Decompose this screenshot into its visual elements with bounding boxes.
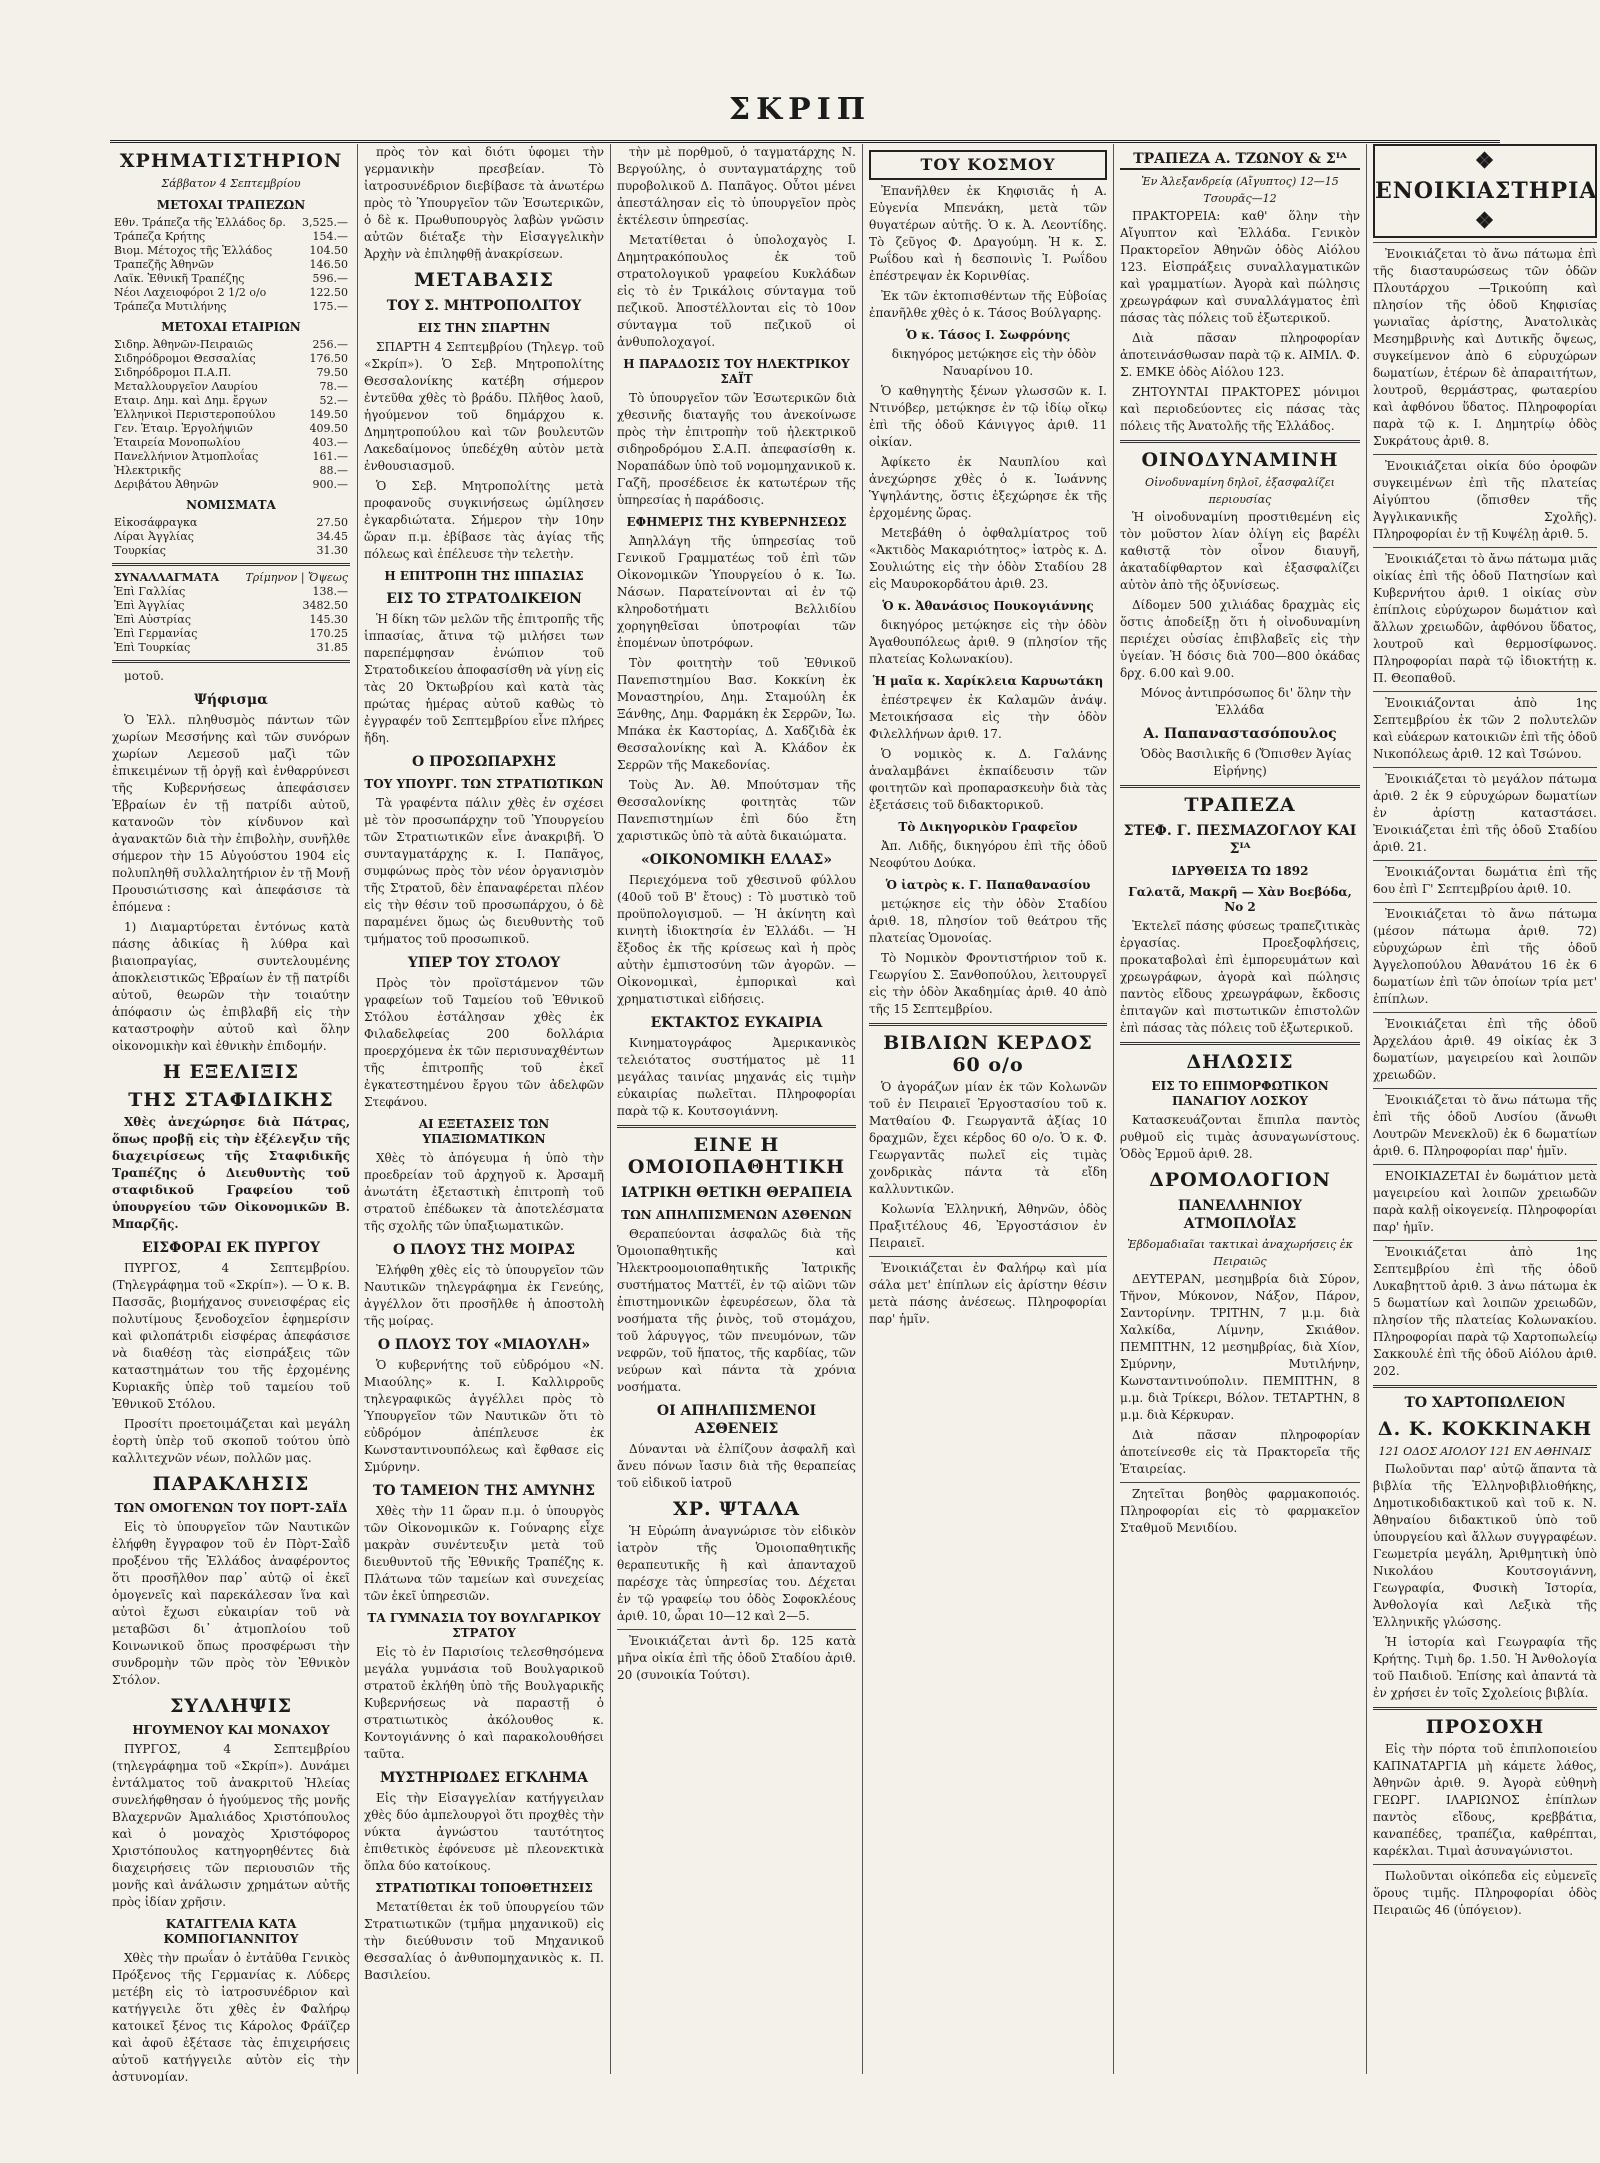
article-heading: ΥΠΕΡ ΤΟΥ ΣΤΟΛΟΥ (407, 955, 561, 971)
divider (1120, 785, 1360, 788)
article-text: Μετατίθεται ἐκ τοῦ ὑπουργείου τῶν Στρατιωτικῶν (τμῆμα μηχανικοῦ) εἰς τὴν διεύθυνσιν τοῦ Μηχανικοῦ Θεσσαλίας ὁ ἀνθυπομηχανικὸς κ. Π. Βασιλείου. (364, 1900, 604, 1982)
article-heading: ΕΚΤΑΚΤΟΣ ΕΥΚΑΙΡΙΑ (650, 1015, 823, 1031)
article-text: δικηγόρος μετῴκησε εἰς τὴν ὁδὸν Ἀγαθουπόλεως ἀριθ. 9 (πλησίον τῆς πλατείας Κολωνακίου). (869, 618, 1107, 666)
ad-text: Ζητεῖται βοηθὸς φαρμακοποιός. Πληροφορίαι εἰς τὸ φαρμακεῖον Σταθμοῦ Μενιδίου. (1120, 1487, 1360, 1535)
ad-text: ΔΕΥΤΕΡΑΝ, μεσημβρία διὰ Σύρον, Τῆνον, Μύκονον, Νάξον, Πάρον, Σαντορίνην. ΤΡΙΤΗΝ, 7 μ.μ. διὰ Χαλκίδα, Λίμνην, Σκιάθον. ΠΕΜΠΤΗΝ, 12 μεσημβρίας, διὰ Χίον, Σμύρνην, Μυτιλήνην, Κωνσταντινούπολιν. ΠΕΜΠΤΗΝ, 8 μ.μ. διὰ Τρίκερι, Βόλον. ΤΕΤΑΡΤΗΝ, 8 μ.μ. διὰ Κέρκυραν. (1120, 1272, 1360, 1422)
article-text: ΠΥΡΓΟΣ, 4 Σεπτεμβρίου (τηλεγράφημα τοῦ «Σκρίπ»). Δυνάμει ἐντάλματος τοῦ ἀνακριτοῦ Ἠλείας συνελήφθησαν ὁ ἡγούμενος τῆς μονῆς Βλαχερνῶν Ἀμαλιάδος Χριστόπουλος καὶ ὁ μοναχὸς Χριστόφορος Χριστόπουλος κατηγορηθέντες διὰ διαχειρήσεις τῶν περιουσιῶν τῆς μονῆς καὶ ἀνάλωσιν χρημάτων αὐτῆς πρὸς ἰδίαν χρῆσιν. (112, 1742, 350, 1909)
column-divider (610, 144, 611, 2074)
article-text: Τοὺς Ἀν. Ἀθ. Μπούτσμαν τῆς Θεσσαλονίκης φοιτητὰς τῶν Πανεπιστημίων ἐπὶ δύο ἔτη χαριστικῶς ὑπὸ τὰ αὐτὰ δικαιώματα. (617, 778, 856, 843)
column-1 (112, 144, 350, 2084)
ad-text: Ἡ Εὐρώπη ἀναγνώρισε τὸν εἰδικὸν ἰατρὸν τῆς Ὁμοιοπαθητικῆς θεραπευτικῆς ἣ καὶ ἀπανταχοῦ παρέσχε τὰς ὑπηρεσίας του. Δέχεται ἐν τῷ γραφείῳ του ὁδὸς Σοφοκλέους ἀριθ. 10, ὧραι 10—12 καὶ 2—5. (617, 1524, 856, 1623)
table-row: Σιδηρόδρομοι Π.Α.Π. 79.50 (114, 366, 348, 379)
article-text: Χθὲς τὸ ἀπόγευμα ἡ ὑπὸ τὴν προεδρείαν τοῦ ἀρχηγοῦ κ. Ἀρσαμῆ ἀνωτάτη ἐξεταστικὴ ἐπιτροπὴ τοῦ στρατοῦ ἐπέδωκεν τὰ ἀποτελέσματα τῆς σχολῆς τῶν ὑπαξιωματικῶν. (364, 1151, 604, 1233)
table-row: Εταιρ. Δημ. καὶ Δημ. ἔργων 52.— (114, 394, 348, 407)
ad-text: Δίδομεν 500 χιλιάδας δραχμὰς εἰς ὅστις ἀποδείξῃ ὅτι ἡ οἰνοδυναμίνη περιέχει οὐσίας ἐπιβλαβεῖς εἰς τὴν ὑγείαν. Ἡ δόσις διὰ 700—800 ὀκάδας δρχ. 6.00 καὶ 9.00. (1120, 598, 1360, 680)
article-heading: Ὁ κ. Τάσος Ι. Σωφρόνης (905, 328, 1071, 342)
exchange-title: ΧΡΗΜΑΤΙΣΤΗΡΙΟΝ (119, 150, 343, 172)
article-heading: ΕΙΣ ΤΟ ΣΤΡΑΤΟΔΙΚΕΙΟΝ (386, 591, 582, 607)
divider (869, 1023, 1107, 1026)
article-text: Ἀπ. Λιδῆς, δικηγόρου ἐπὶ τῆς ὁδοῦ Νεοφύτου Δούκα. (869, 839, 1107, 870)
table-row: Σιδηρ. Ἀθηνῶν-Πειραιῶς 256.— (114, 338, 348, 351)
ad-text: Μόνος ἀντιπρόσωπος δι' ὅλην τὴν Ἑλλάδα (1140, 686, 1352, 717)
article-text: μετῴκησε εἰς τὴν ὁδὸν Σταδίου ἀριθ. 18, πλησίον τοῦ θεάτρου τῆς πλατείας Ὁμονοίας. (869, 897, 1107, 945)
ad-text: Ἡ ἱστορία καὶ Γεωγραφία τῆς Κρήτης. Τιμὴ δρ. 1.50. Ἡ Ἀνθολογία τοῦ Παιδιοῦ. Ἐπίσης καὶ ἀπαντά τὰ ἐν χρήσει ἐν τοῖς Σχολείοις βιβλία. (1373, 1635, 1597, 1700)
article-text: δικηγόρος μετῴκησε εἰς τὴν ὁδὸν Ναυαρίνου 10. (891, 347, 1097, 378)
column-2 (364, 144, 604, 2074)
ad-text: Πωλοῦνται παρ' αὐτῷ ἅπαντα τὰ βιβλία τῆς Ἑλληνοβιβλιοθήκης, Δημοτικοδιδακτικοῦ καὶ τοῦ κ. Ν. Ἀθηναίου διδακτικοῦ ὑπὸ τοῦ ὑπουργείου καὶ ἄλλων συγγραφέων. Γεωμετρία μεγάλη, Ἀριθμητικὴ ὑπὸ Νικολάου Κουτσογιάννη, Γεωγραφία, Φυσικὴ Ἱστορία, Ἀνθολογία καὶ Λεξικὰ τῆς Ἑλληνικῆς γλώσσης. (1373, 1462, 1597, 1629)
classified-ad (869, 1256, 1107, 1328)
ad-text: Διὰ πᾶσαν πληροφορίαν ἀποτεινάσθωσαν παρὰ τῷ κ. ΑΙΜΙΛ. Φ. Σ. ΕΜΚΕ ὁδὸς Αἰόλου 123. (1120, 331, 1360, 379)
ad-heading: ΟΙ ΑΠΗΛΠΙΣΜΕΝΟΙ ΑΣΘΕΝΕΙΣ (656, 1403, 817, 1437)
exchange-date: Σάββατον 4 Σεπτεμβρίου (161, 177, 301, 190)
divider (617, 1125, 856, 1128)
article-heading: «ΟΙΚΟΝΟΜΙΚΗ ΕΛΛΑΣ» (640, 852, 833, 868)
article-text: μοτοῦ. (124, 669, 164, 683)
article-heading: ΕΙΣ ΤΗΝ ΣΠΑΡΤΗΝ (417, 321, 551, 335)
ad-heading: ΤΡΑΠΕΖΑ (1184, 794, 1296, 816)
ad-text: ΖΗΤΟΥΝΤΑΙ ΠΡΑΚΤΟΡΕΣ μόνιμοι καὶ περιοδεύοντες εἰς πάσας τὰς πόλεις τῆς Ἀνατολῆς τῆς Ἑλλάδος. (1120, 385, 1360, 433)
table-header-row: ΣΥΝΑΛΛΑΓΜΑΤΑ Τρίμηνον | Ὄψεως (114, 571, 348, 584)
column-divider (1366, 144, 1367, 2074)
banks-table (112, 216, 350, 314)
fx-table (112, 571, 350, 655)
column-4 (869, 144, 1107, 2074)
article-text: 1) Διαμαρτύρεται ἐντόνως κατὰ πάσης ἀδικίας ἢ λύθρα καὶ βιαιοπραγίας, συντελουμένης ἀποκλειστικῶς Ἑβραίων ἐν τῇ πατρίδι αὐτοῦ, θεωρῶν τὴν τοιαύτην ἀπόφασιν ὡς ἐπιβλαβῆ εἰς τὴν καταστροφὴν αὐτοῦ καὶ ὅλην οἰκονομικὴν καὶ ἐθνικὴν ἐπιδομήν. (112, 920, 350, 1053)
coins-table (112, 516, 350, 558)
ad-text: Δύνανται νὰ ἐλπίζουν ἀσφαλῆ καὶ ἄνευ πόνων ἴασιν διὰ τῆς θεραπείας τοῦ εἰδικοῦ ἰατροῦ (617, 1442, 856, 1490)
table-row: Ἑλληνικοὶ Περιστεροπούλου 149.50 (114, 408, 348, 421)
table-row: Βιομ. Μέτοχος τῆς Ἑλλάδος 104.50 (114, 244, 348, 257)
article-heading: ΜΕΤΑΒΑΣΙΣ (414, 269, 554, 291)
ad-heading: ΕΙΣ ΤΟ ΕΠΙΜΟΡΦΩΤΙΚΟΝ ΠΑΝΑΓΙΟΥ ΛΟΣΚΟΥ (1151, 1079, 1329, 1108)
section-heading: ΤΟΥ ΚΟΣΜΟΥ (869, 150, 1107, 180)
article-text: Ὁ καθηγητὴς ξένων γλωσσῶν κ. Ι. Ντινόβερ, μετῴκησε ἐν τῷ ἰδίῳ οἴκῳ ἐπὶ τῆς ὁδοῦ Κάνιγγος ἀριθ. 11 οἰκίαν. (869, 384, 1107, 449)
classified-ad: Ἐνοικιάζονται ἀπὸ 1ης Σεπτεμβρίου ἐκ τῶν 2 πολυτελῶν καὶ εὐάερων κατοικιῶν ἐπὶ τῆς ὁδοῦ Νικοπόλεως ἀριθ. 12 καὶ Τσώνου. (1373, 691, 1597, 763)
divider (112, 563, 350, 566)
classified-ad: Ἐνοικιάζεται τὸ ἄνω πάτωμα (μέσον πάτωμα ἀριθ. 72) εὐρυχώρων ἐπὶ τῆς ὁδοῦ Ἀγγελοπούλου Ἀθανάτου 16 ἐκ 6 δωματίων ἐπὶ τῶν ὁποίων τρία μετ' ἐπίπλων. (1373, 902, 1597, 1008)
article-heading: ΑΙ ΕΞΕΤΑΣΕΙΣ ΤΩΝ ΥΠΑΞΙΩΜΑΤΙΚΩΝ (418, 1117, 550, 1146)
ad-text: Ὁδὸς Βασιλικῆς 6 (Ὄπισθεν Ἁγίας Εἰρήνης) (1140, 747, 1352, 778)
article-heading: Ο ΠΡΟΣΩΠΑΡΧΗΣ (412, 754, 556, 770)
article-text: Ὁ κυβερνήτης τοῦ εὐδρόμου «Ν. Μιαούλης» κ. Ι. Καλλιρροῦς τηλεγραφικῶς ἀγγέλλει πρὸς τὸ Ὑπουργεῖον τῶν Ναυτικῶν ὅτι τὸ εὐδρόμον ἀπέπλευσε ἐκ Κωνσταντινουπόλεως καὶ ἔφθασε εἰς Σμύρνην. (364, 1358, 604, 1474)
article-text: Κινηματογράφος Ἀμερικανικὸς τελειότατος συστήματος μὲ 11 μεγάλας ταινίας μηχανάς εἰς τιμὴν εὐκαιρίας πωλεῖται. Πληροφορίαι παρὰ τῷ κ. Κουτσογιάννη. (617, 1036, 856, 1118)
article-text: Τὰ γραφέντα πάλιν χθὲς ἐν σχέσει μὲ τὸν προσωπάρχην τοῦ Ὑπουργείου τῶν Στρατιωτικῶν εἶνε ἀνακριβῆ. Ὁ συνταγματάρχης κ. Ι. Παπᾶγος, συμφώνως πρὸς τὸν νέον ὀργανισμὸν τῆς Στρατοῦ, δὲν ἐπαναφέρεται πλέον εἰς τὴν θέσιν τοῦ προσωπάρχου, ὁ δὲ παραμένει ὅμως ὡς διευθυντὴς τοῦ τμήματος τοῦ προσωπικοῦ. (364, 796, 604, 946)
ad-text: Ἐκτελεῖ πάσης φύσεως τραπεζιτικὰς ἐργασίας. Προεξοφλήσεις, προκαταβολαὶ ἐπὶ ἐμπορευμάτων καὶ χρεωγράφων, ἀγορὰ καὶ πώλησις παντὸς εἴδους χρεωγράφων, ἔκδοσις ἐπιταγῶν καὶ πιστωτικῶν ἐπιστολῶν ἐπὶ πάσας τὰς πόλεις τοῦ ἐξωτερικοῦ. (1120, 919, 1360, 1035)
article-heading: Η ΕΞΕΛΙΞΙΣ (162, 1061, 300, 1083)
article-heading: Ἡ μαῖα κ. Χαρίκλεια Καρυωτάκη (872, 674, 1104, 688)
table-row: Γεν. Ἑταιρ. Ἐργολήψιῶν 409.50 (114, 422, 348, 435)
ad-heading: ΒΙΒΛΙΩΝ ΚΕΡΔΟΣ 60 ο/ο (883, 1032, 1093, 1076)
newspaper-title: ΣΚΡΙΠ (728, 92, 872, 127)
table-row: Λίραι Ἀγγλίας 34.45 (114, 530, 348, 543)
ad-heading: ΕΙΝΕ Η ΟΜΟΙΟΠΑΘΗΤΙΚΗ (627, 1134, 846, 1178)
banks-title: ΜΕΤΟΧΑΙ ΤΡΑΠΕΖΩΝ (156, 198, 306, 212)
table-row: Ἐπὶ Αὐστρίας 145.30 (114, 613, 348, 626)
table-row: Ἑταιρεία Μονοπωλίου 403.— (114, 436, 348, 449)
table-row: Τράπεζα Κρήτης 154.— (114, 230, 348, 243)
article-text: Εἰς τὸ ἐν Παρισίοις τελεσθησόμενα μεγάλα γυμνάσια τοῦ Βουλγαρικοῦ στρατοῦ ἐκλήθη ὑπὸ τῆς Βουλγαρικῆς Κυβερνήσεως νὰ παραστῇ ὁ στρατιωτικὸς ἀκόλουθος κ. Κοντογιάννης ὁ καὶ παρακολουθήσει ταῦτα. (364, 1645, 604, 1761)
classified-ad: Ἐνοικιάζεται ἀπὸ 1ης Σεπτεμβρίου ἐπὶ τῆς ὁδοῦ Λυκαβηττοῦ ἀριθ. 3 ἀνω πάτωμα ἐκ 5 δωματίων καὶ λοιπῶν χρειωδῶν, πλησίον τῆς πλατείας Κολωνακίου. Πληροφορίαι παρὰ τῷ Χαρτοπωλείῳ Σακκουλέ ἐπὶ τῆς ὁδοῦ Αἰόλου ἀριθ. 202. (1373, 1240, 1597, 1380)
ad-heading: ΤΟ ΧΑΡΤΟΠΩΛΕΙΟΝ (1404, 1395, 1566, 1411)
article-heading: ΤΟΥ ΥΠΟΥΡΓ. ΤΩΝ ΣΤΡΑΤΙΩΤΙΚΩΝ (364, 777, 604, 791)
ad-subtitle: Ἐβδομαδιαῖαι τακτικαὶ ἀναχωρήσεις ἐκ Πειραιῶς (1127, 1238, 1353, 1268)
ad-heading: ΔΗΛΩΣΙΣ (1186, 1051, 1294, 1073)
article-text: Περιεχόμενα τοῦ χθεσινοῦ φύλλου (40οῦ τοῦ Β' ἔτους) : Τὸ μυστικὸ τοῦ προϋπολογισμοῦ. — Ἡ ἀκίνητη καὶ κινητὴ ἰδιοκτησία ἐν Ἑλλάδι. — Ἡ ἔξοδος ἐκ τῆς κρίσεως καὶ ἡ πρὸς αὐτὴν ἐμπιστοσύνη τῶν ἀγορῶν. — Οἰκονομικαὶ, ἐμπορικαὶ καὶ χρηματιστικαὶ εἰδήσεις. (617, 873, 856, 1006)
article-text: Ἐλήφθη χθὲς εἰς τὸ ὑπουργεῖον τῶν Ναυτικῶν τηλεγράφημα ἐκ Γενεύης, ἀγγέλλον ὅτι προσῆλθε ἡ ἀποστολὴ τῆς μοίρας. (364, 1263, 604, 1328)
ad-heading: ΤΩΝ ΑΠΗΛΠΙΣΜΕΝΩΝ ΑΣΘΕΝΩΝ (621, 1208, 852, 1222)
article-heading: ΤΟΥ Σ. ΜΗΤΡΟΠΟΛΙΤΟΥ (386, 298, 582, 314)
article-text: Χθὲς ἀνεχώρησε διὰ Πάτρας, ὅπως προβῇ εἰς τὴν ἐξέλεγξιν τῆς διαχειρίσεως τῆς Σταφιδικῆς Τραπέζης ὁ Διευθυντὴς τοῦ σταφιδικοῦ Γραφείου τοῦ ὑπουργείου τῶν Οἰκονομικῶν Β. Μπαρζῆς. (112, 1115, 350, 1231)
article-text: Ἀφίκετο ἐκ Ναυπλίου καὶ ἀνεχώρησε χθὲς ὁ κ. Ἰωάννης Ὑψηλάντης, ὅστις ἐξεχώρησε ἐκ τῆς ἐρχομένης ὥρας. (869, 455, 1107, 520)
article-heading: Ο ΠΛΟΥΣ ΤΗΣ ΜΟΙΡΑΣ (392, 1242, 576, 1258)
companies-table (112, 338, 350, 492)
article-heading: ΕΦΗΜΕΡΙΣ ΤΗΣ ΚΥΒΕΡΝΗΣΕΩΣ (626, 515, 847, 529)
section-heading (1373, 144, 1597, 238)
ornament-icon: ❖ (1474, 208, 1496, 234)
article-text: Χθὲς τὴν 11 ὥραν π.μ. ὁ ὑπουργὸς τῶν Οἰκονομικῶν κ. Γούναρης εἶχε μακρὰν συνέντευξιν μετὰ τοῦ διευθυντοῦ τῆς Ἐθνικῆς Τραπέζης κ. Πλάτωνα τῶν ταμείων καὶ συνεχείας τῶν ἐκεῖ ὑπηρεσιῶν. (364, 1504, 604, 1603)
article-text: Ὁ νομικὸς κ. Δ. Γαλάνης ἀναλαμβάνει ἐκπαίδευσιν τῶν φοιτητῶν καὶ προπαρασκευὴν διὰ τὰς ἐξετάσεις τοῦ διδακτορικοῦ. (869, 747, 1107, 812)
table-row: Ἐπὶ Γερμανίας 170.25 (114, 627, 348, 640)
article-text: Μετατίθεται ὁ ὑπολοχαγὸς Ι. Δημητρακόπουλος ἐκ τοῦ στρατολογικοῦ γραφείου Κυκλάδων εἰς τὸ ἐν Τρικάλοις σύνταγμα τοῦ πεζικοῦ. Ἀποστέλλονται εἰς τὸ 10ον σύνταγμα τοῦ πεζικοῦ οἱ ἀνθυπολοχαγοί. (617, 233, 856, 349)
article-heading: ΚΑΤΑΓΓΕΛΙΑ ΚΑΤΑ ΚΟΜΠΟΓΙΑΝΝΙΤΟΥ (163, 1917, 299, 1946)
table-row: Πανελλήνιον Ἀτμοπλοΐας 161.— (114, 450, 348, 463)
article-text: Ὁ Ἐλλ. πληθυσμὸς πάντων τῶν χωρίων Μεσσήνης καὶ τῶν συνόρων χωρίων Λεμεσοῦ μαζὶ τῶν ἐπικειμένων τῇ ὀργῇ καὶ ἐνθαρρύνεσι τῆς Κυβερνήσεως ἀπεφάσισεν Ἑβραίων ἐν τῇ πατρίδι αὐτοῦ, κατανοῶν τὸν κίνδυνον καὶ ἀγανακτῶν διὰ τὴν ἐπιβολὴν, συνῆλθε σήμερον τὴν 15 Αὐγούστου 1904 εἰς πολυπληθῆ συλλαλητήριον ἐν τῇ Μονῇ Προυσιώτισσης καὶ ἀπεφάσισε τὰ ἑπόμενα : (112, 713, 350, 914)
ad-heading: ΟΙΝΟΔΥΝΑΜΙΝΗ (1141, 449, 1339, 471)
ad-text: Ἡ οἰνοδυναμίνη προστιθεμένη εἰς τὸν μοῦστον λίαν ὀλίγη εἰς βαρέλι καθιστᾷ τὸν οἶνον διαυγῆ, ἀκαταδίφθαρτον καὶ ἐξασφαλίζει αὐτὸν ἀπὸ τῆς ὀξυνίσεως. (1120, 510, 1360, 592)
ad-heading: ΙΔΡΥΘΕΙΣΑ ΤΩ 1892 (1171, 864, 1309, 878)
table-row: Εθν. Τράπεζα τῆς Ἑλλάδος δρ. 3,525.— (114, 216, 348, 229)
article-heading: ΜΥΣΤΗΡΙΩΔΕΣ ΕΓΚΛΗΜΑ (379, 1770, 589, 1786)
article-text: Χθὲς τὴν πρωΐαν ὁ ἐντἀῦθα Γενικὸς Πρόξενος τῆς Γερμανίας κ. Λύδερς μετέβη εἰς τὸ ἰατροσυνέδριον καὶ κατήγγειλε ὅτι χθὲς ἐν Φαλήρῳ κατοικεῖ ξένος τις Κάρολος Φράϊζερ καὶ ἀφοῦ ἐξέτασε τὰς ἐπιχειρήσεις αὐτοῦ κατήγγειλε αὐτὸν εἰς τὴν ἀστυνομίαν. (112, 1951, 350, 2084)
article-heading: Η ΠΑΡΑΔΟΣΙΣ ΤΟΥ ΗΛΕΚΤΡΙΚΟΥ ΣΑΪΤ (623, 357, 850, 386)
ad-text: Κολωνία Ἑλληνική, Ἀθηνῶν, ὁδὸς Πραξιτέλους 46, Ἐργοστάσιον ἐν Πειραιεῖ. (869, 1202, 1107, 1250)
ornament-icon: ❖ (1474, 148, 1496, 174)
table-row: Δεριβάτου Ἀθηνῶν 900.— (114, 478, 348, 491)
column-divider (1113, 144, 1114, 2074)
table-row: Ἐπὶ Γαλλίας 138.— (114, 585, 348, 598)
table-row: Λαϊκ. Ἐθνικῆ Τραπέζης 596.— (114, 272, 348, 285)
classified-ad: Ἐνοικιάζονται δωμάτια ἐπὶ τῆς 6ου ἐπὶ Γ' Σεπτεμβρίου ἀριθ. 10. (1373, 860, 1597, 898)
ad-text: Κατασκευάζονται ἔπιπλα παντὸς ρυθμοῦ εἰς τιμὰς ἀσυναγωνίστους. Ὁδὸς Ἐρμοῦ ἀριθ. 28. (1120, 1113, 1360, 1161)
ad-heading: ΣΤΕΦ. Γ. ΠΕΣΜΑΖΟΓΛΟΥ ΚΑΙ Σᴵᴬ (1123, 823, 1357, 857)
classified-ad: Ἐνοικιάζεται τὸ μεγάλον πάτωμα ἀριθ. 2 ἐκ 9 εὐρυχώρων δωματίων ἐν ἀρίστῃ καταστάσει. Ἐνοικιάζεται ἐπὶ τῆς ὁδοῦ Σταδίου ἀριθ. 21. (1373, 767, 1597, 856)
classifieds-title: ΕΝΟΙΚΙΑΣΤΗΡΙΑ (1375, 178, 1598, 204)
coins-title: ΝΟΜΙΣΜΑΤΑ (186, 498, 276, 512)
article-text: Μετεβάθη ὁ ὀφθαλμίατρος τοῦ «Ἀκτιδὸς Μακαριότητος» ἰατρὸς κ. Δ. Σουλιώτης εἰς τὴν ὁδὸν Σταδίου 28 εἰς Μαυροκορδάτου ἀριθ. 23. (869, 526, 1107, 591)
ad-heading: Γαλατᾶ, Μακρῆ — Χὰν Βοεβόδα, Νο 2 (1128, 885, 1352, 914)
ad-heading: ΔΡΟΜΟΛΟΓΙΟΝ (1149, 1169, 1331, 1191)
article-text: Ἐκ τῶν ἐκτοπισθέντων τῆς Εὐβοίας ἐπανῆλθε χθὲς ὁ κ. Τάσος Βούλγαρης. (869, 289, 1107, 320)
ad-subtitle: 121 ΟΔΟΣ ΑΙΟΛΟΥ 121 ΕΝ ΑΘΗΝΑΙΣ (1378, 1445, 1592, 1458)
ad-heading: ΠΡΟΣΟΧΗ (1425, 1716, 1545, 1738)
article-text: Ὁ Σεβ. Μητροπολίτης μετὰ προφανοῦς συγκινήσεως ὡμίλησεν ἐγκαρδιώτατα. Σήμερον τὴν 10ην ὥραν π.μ. ἐβίβασε τὰς ἁγίας τῆς πόλεως καὶ ἐπέλευσε τὴν τελετὴν. (364, 479, 604, 561)
article-text: Εἰς τὸ ὑπουργεῖον τῶν Ναυτικῶν ἐλήφθη ἔγγραφον τοῦ ἐν Πὸρτ-Σαῒδ προξένου τῆς Ἑλλάδος ἀναφέροντος ὅτι προσῆλθον παρ᾽ αὐτῷ οἱ ἐκεῖ ὁμογενεῖς καὶ παρεκάλεσαν ἵνα καὶ αὐτοὶ ἔχωσι εὐκαιρίαν τοῦ νὰ μεταβῶσι δι᾽ ἀτμοπλοίου τοῦ Κοινωνικοῦ ὅπως προσφέρωσι τὴν συνδρομὴν τῶν πρὸς τὸν Ἐθνικὸν Στόλον. (112, 1520, 350, 1687)
table-row: Νέοι Λαχειοφόροι 2 1/2 ο/ο 122.50 (114, 286, 348, 299)
article-heading: ΠΑΡΑΚΛΗΣΙΣ (152, 1473, 310, 1495)
ad-heading: ΤΡΑΠΕΖΑ Α. ΤΖΩΝΟΥ & Σᴵᴬ (1120, 150, 1360, 170)
classified-ad: Ἐνοικιάζεται ἐπὶ τῆς ὁδοῦ Ἀρχελάου ἀριθ. 49 οἰκίας ἐκ 3 δωματίων, μαγειρείου καὶ λοιπῶν χρειωδῶν. (1373, 1012, 1597, 1084)
table-row: Ἠλεκτρικῆς 88.— (114, 464, 348, 477)
article-text: Προσίτι προετοιμάζεται καὶ μεγάλη ἐορτὴ ὑπὲρ τοῦ σκοποῦ τούτου ὑπὸ καλλιτεχνῶν νέων, πολλῶν μας. (112, 1417, 350, 1465)
ad-text: Ἐνοικιάζεται ἐν Φαλήρῳ καὶ μία σάλα μετ' ἐπίπλων εἰς ἀρίστην θέσιν μετὰ πάσης ἀνέσεως. Πληροφορίαι παρ' ἡμῖν. (869, 1261, 1107, 1326)
column-6 (1373, 144, 1597, 2074)
article-text: ΠΥΡΓΟΣ, 4 Σεπτεμβρίου. (Τηλεγράφημα τοῦ «Σκρίπ»). — Ὁ κ. Β. Πασσᾶς, βιομήχανος συνεισφέρας εἰς πολυτίμους ξενοδοχεῖον ἐφημερίσιν καὶ φιλοπάτριδι εἰσφέρας ἀπεφάσισε νὰ διαθέσῃ τὰς εἰσπράξεις τῶν καταστημάτων του τῆς ἐρχομένης Κυριακῆς ὑπὲρ τοῦ ταμείου τοῦ Ἐθνικοῦ Στόλου. (112, 1261, 350, 1411)
classified-ad (1120, 1482, 1360, 1537)
ad-heading: ΠΑΝΕΛΛΗΝΙΟΥ ΑΤΜΟΠΛΟΪΑΣ (1177, 1198, 1303, 1232)
classified-ad: Ἐνοικιάζεται τὸ ἄνω πάτωμα μιᾶς οἰκίας ἐπὶ τῆς ὁδοῦ Πατησίων καὶ Κυβερνήτου ἀριθ. 1 οἰκίας σὺν ἐπίπλοις εὐρύχωρον δωμάτιον καὶ ἄλλων χρειωδῶν, ἀφθόνου ὕδατος, λουτροῦ καὶ θερμοσίφωνος. Πληροφορίαι παρὰ τῷ ἰδιοκτήτῃ κ. Π. Θεοπαθοῦ. (1373, 547, 1597, 687)
table-row: Τράπεζα Μυτιλήνης 175.— (114, 300, 348, 313)
article-heading: Τὸ Δικηγορικὸν Γραφεῖον (898, 820, 1078, 834)
article-heading: ΕΙΣΦΟΡΑΙ ΕΚ ΠΥΡΓΟΥ (142, 1240, 320, 1256)
article-text: Ἀπηλλάγη τῆς ὑπηρεσίας τοῦ Γενικοῦ Γραμματέως τοῦ ἐπὶ τῶν Οἰκονομικῶν Ὑπουργείου ὁ κ. Ἰω. Νάσων. Παρατείνονται αἱ ἐν τῷ κληροδοτήματι Βελλιδίου χορηγηθεῖσαι ὑποτροφίαι τῶν ἑπομένων ὑποτρόφων. (617, 534, 856, 650)
table-row: Ἐπὶ Τουρκίας 31.85 (114, 641, 348, 654)
article-text: Τὸ ὑπουργεῖον τῶν Ἐσωτερικῶν διὰ χθεσινῆς διαταγῆς του ἀνεκοίνωσε πρὸς τὴν ἐπιτροπὴν τοῦ ἠλεκτρικοῦ σιδηροδρόμου Σ.Α.Π. ἀπεφασίσθη κ. Νοραπάδων ὑπὸ τοῦ νομομηχανικοῦ κ. Γαζῆ, προσέδεισε ἐκ κατωτέρων τῆς ὑπηρεσίας ἡ παράδοσις. (617, 391, 856, 507)
divider (112, 660, 350, 663)
ad-text: Πωλοῦνται οἰκόπεδα εἰς εὐμενεῖς ὅρους τιμῆς. Πληροφορίαι ὁδὸς Πειραιῶς 46 (ὑπόγειον). (1373, 1869, 1597, 1917)
article-text: ΣΠΑΡΤΗ 4 Σεπτεμβρίου (Τηλεγρ. τοῦ «Σκρίπ»). Ὁ Σεβ. Μητροπολίτης Θεσσαλονίκης κατέβη σήμερον ἐντεῦθα χθὲς τὸ βράδυ. Πλῆθος λαοῦ, ἡγούμενον τοῦ δημάρχου κ. Δημητροπούλου καὶ τῶν βουλευτῶν Λακεδαίμονος ὑπεδέχθη αὐτὸν μετὰ ἐνθουσιασμοῦ. (364, 340, 604, 473)
ad-text: Εἰς τὴν πόρτα τοῦ ἐπιπλοποιείου ΚΑΠΝΑΤΑΡΓΙΑ μὴ κάμετε λάθος, Ἀθηνῶν ἀριθ. 9. Ἀγορὰ εὐθηνὴ ΓΕΩΡΓ. ΙΛΑΡΙΩΝΟΣ ἐπίπλων παντὸς εἴδους, κρεββάτια, καναπέδες, τραπέζια, καθρέπται, καρέκλαι. Τιμαὶ ἀσυναγώνιστοι. (1373, 1742, 1597, 1858)
table-row: Εἰκοσάφραγκα 27.50 (114, 516, 348, 529)
column-divider (357, 144, 358, 2074)
divider (1373, 1707, 1597, 1710)
column-3 (617, 144, 856, 2074)
table-row: Σιδηρόδρομοι Θεσσαλίας 176.50 (114, 352, 348, 365)
divider (1120, 1042, 1360, 1045)
ad-subtitle: Οἰνοδυναμίνη δηλοῖ, ἐξασφαλίζει περιουσίας (1145, 476, 1335, 506)
article-heading: ΣΥΛΛΗΨΙΣ (169, 1695, 293, 1717)
article-text: τὴν μὲ πορθμοῦ, ὁ ταγματάρχης Ν. Βεργούλης, ὁ συνταγματάρχης τοῦ πυροβολικοῦ Δ. Παπᾶγος. Οὗτοι μένει ἀπεστάλησαν εἰς τὸ ὑπουργεῖον πρὸς ἐκτέλεσιν ὑπηρεσίας. (617, 145, 856, 227)
masthead (0, 92, 1600, 127)
article-heading: ΗΓΟΥΜΕΝΟΥ ΚΑΙ ΜΟΝΑΧΟΥ (132, 1723, 330, 1737)
article-text: Πρὸς τὸν προϊστάμενον τῶν γραφείων τοῦ Ταμείου τοῦ Ἐθνικοῦ Στόλου ἐστάλησαν χθὲς ἐκ Φιλαδελφείας 200 δολλάρια προερχόμενα ἐκ τῶν περισυναχθέντων τῆς ἐπιτροπῆς τοῦ ἐκεῖ ἐγκατεστημένου ἔργου τῶν ἀδελφῶν Στεφάνου. (364, 976, 604, 1109)
ad-heading: ΙΑΤΡΙΚΗ ΘΕΤΙΚΗ ΘΕΡΑΠΕΙΑ (621, 1185, 852, 1201)
classified-ad (1373, 1864, 1597, 1919)
classified-ad: Ἐνοικιάζεται οἰκία δύο ὀροφῶν συγκειμένων ἐπὶ τῆς πλατείας Αἰγύπτου (ὄπισθεν τῆς Ἀγγλικανικῆς Σχολῆς). Πληροφορίαι ἐν τῇ Κυψέλῃ ἀριθ. 5. (1373, 454, 1597, 543)
ad-text: Διὰ πᾶσαν πληροφορίαν ἀποτείνεσθε εἰς τὰ Πρακτορεῖα τῆς Ἑταιρείας. (1120, 1428, 1360, 1476)
article-heading: Η ΕΠΙΤΡΟΠΗ ΤΗΣ ΙΠΠΑΣΙΑΣ (384, 569, 584, 583)
companies-title: ΜΕΤΟΧΑΙ ΕΤΑΙΡΙΩΝ (161, 320, 301, 334)
ad-heading: Α. Παπαναστασόπουλος (1143, 726, 1337, 742)
article-text: πρὸς τὸν καὶ διότι ὑφομει τὴν γερμανικὴν πρεσβείαν. Τὸ ἰατροσυνέδριον διεβίβασε τὰ ἀνωτέρω πρὸς τὸ Ὑπουργεῖον τῶν Ἐσωτερικῶν, ὁ δὲ κ. Πρωθυπουργὸς λαβὼν γνῶσιν αὐτῶν διέταξε τὴν Εἰσαγγελικὴν Ἀρχὴν νὰ ἐπιληφθῇ ἀνακρίσεων. (364, 145, 604, 261)
article-text: Ἐπανῆλθεν ἐκ Κηφισιᾶς ἡ Α. Εὐγενία Μπενάκη, μετὰ τῶν θυγατέρων αὐτῆς. Ὁ κ. Ἀ. Λεοντίδης. Τὸ ζεῦγος Φ. Δραγούμη. Ἡ κ. Σ. Ρωΐδου καὶ ἡ δεσποινὶς Ἰ. Ρωΐδου ἐπέστρεψαν ἐκ Κορινθίας. (869, 184, 1107, 283)
article-text: Τὸν φοιτητὴν τοῦ Ἐθνικοῦ Πανεπιστημίου Βασ. Κοκκίνη ἐκ Μοναστηρίου, Δημ. Σταμούλη ἐκ Ξάνθης, Δημ. Φαρμάκη ἐκ Σερρῶν, Ἰω. Μπάκα ἐκ Καστορίας, Δ. Χαδζιδὰ ἐκ Θεσσαλονίκης καὶ Ἀ. Κλάδον ἐκ Σερρῶν τῆς Μακεδονίας. (617, 656, 856, 772)
article-heading: Ο ΠΛΟΥΣ ΤΟΥ «ΜΙΑΟΥΛΗ» (377, 1337, 591, 1353)
divider (1373, 1385, 1597, 1388)
classified-ad: ΕΝΟΙΚΙΑΖΕΤΑΙ ἐν δωμάτιον μετὰ μαγειρείου καὶ λοιπῶν χρειωδῶν παρὰ καλῇ οἰκογενείᾳ. Πληροφορίαι παρ' ἡμῖν. (1373, 1164, 1597, 1236)
classified-ad (617, 1629, 856, 1684)
ad-heading: Δ. Κ. ΚΟΚΚΙΝΑΚΗ (1377, 1418, 1593, 1440)
article-text: Τὸ Νομικὸν Φροντιστήριον τοῦ κ. Γεωργίου Σ. Ξανθοπούλου, λειτουργεῖ εἰς τὴν ὁδὸν Ἀκαδημίας ἀριθ. 40 ἀπὸ τῆς 15 Σεπτεμβρίου. (869, 951, 1107, 1016)
ad-text: Ἐνοικιάζεται ἀντὶ δρ. 125 κατὰ μῆνα οἰκία ἐπὶ τῆς ὁδοῦ Σταδίου ἀριθ. 20 (συνοικία Τούτσι). (617, 1634, 856, 1682)
article-heading: Ὁ ἰατρὸς κ. Γ. Παπαθανασίου (885, 878, 1091, 892)
article-heading: Ψήφισμα (194, 692, 268, 708)
ad-subtitle: Ἐν Ἀλεξανδρείᾳ (Αἴγυπτος) 12—15 Τσουρᾶς—12 (1141, 175, 1339, 205)
ad-text: ΠΡΑΚΤΟΡΕΙΑ: καθ' ὅλην τὴν Αἴγυπτον καὶ Ἑλλάδα. Γενικὸν Πρακτορεῖον Ἀθηνῶν ὁδὸς Αἰόλου 123. Εἰσπράξεις συναλλαγματικῶν καὶ γραμματίων. Ἀγορὰ καὶ πώλησις χρεωγράφων καὶ συναλλάγματος ἐπὶ πάσας τὰς πόλεις τοῦ ἐξωτερικοῦ. (1120, 209, 1360, 325)
column-5 (1120, 144, 1360, 2074)
article-heading: ΤΑ ΓΥΜΝΑΣΙΑ ΤΟΥ ΒΟΥΛΓΑΡΙΚΟΥ ΣΤΡΑΤΟΥ (367, 1611, 601, 1640)
article-heading: ΣΤΡΑΤΙΩΤΙΚΑΙ ΤΟΠΟΘΕΤΗΣΕΙΣ (375, 1881, 593, 1895)
classified-ad: Ἐνοικιάζεται τὸ ἄνω πάτωμα τῆς ἐπὶ τῆς ὁδοῦ Λυσίου (ἄνωθι Λουτρῶν Μενεκλοῦ) ἐκ 6 δωματίων ἀριθ. 6. Πληροφορίαι παρ' ἡμῖν. (1373, 1088, 1597, 1160)
article-heading: Ὁ κ. Ἀθανάσιος Πουκογιάννης (882, 599, 1094, 613)
ad-text: Ὁ ἀγοράζων μίαν ἐκ τῶν Κολωνῶν τοῦ ἐν Πειραιεῖ Ἐργοστασίου τοῦ κ. Ματθαίου Φ. Γεωργαντᾶ ἀξίας 10 δραχμῶν, ἔχει κέρδος 60 ο/ο. Ὁ κ. Φ. Γεωργαντᾶς πωλεῖ εἰς τιμὰς χονδρικὰς πάντα τὰ εἴδη καλλυντικῶν. (869, 1080, 1107, 1196)
classified-ad: Ἐνοικιάζεται τὸ ἄνω πάτωμα ἐπὶ τῆς διασταυρώσεως τῶν ὁδῶν Πλουτάρχου —Τρικούπη καὶ πλησίον τῆς ὁδοῦ Κηφισίας γωνιαῖας ἀρίστης, Ἀνατολικὰς Μεσημβρινὴς καὶ Δυτικῆς ὄψεως, συγκείμενον ἀπὸ 6 εὐρυχώρων δωματίων, ἑτέρων δὲ ἀπαραιτήτων, λουτροῦ, θερμάστρας, φωταερίου καὶ ἀφθόνου ὕδατος. Πληροφορίαι παρὰ τῷ κ. Ι. Δημητρίῳ ὁδὸς Συκράτους ἀριθ. 8. (1373, 242, 1597, 450)
article-text: Ἡ δίκη τῶν μελῶν τῆς ἐπιτροπῆς τῆς ἱππασίας, ἄτινα τῷ μιλήσει των παρεπέμφησαν ἐνώπιον τοῦ Στρατοδικείου ἀποφασίσθη νὰ γίνῃ εἰς τὰς 20 Ὀκτωβρίου καὶ κατὰ τὰς πρώτας ἡμέρας αὐτοῦ καθὼς τὸ ἐγγραφέν τοῦ Σεπτεμβρίου εἶνε πλήρες ἤδη. (364, 612, 604, 745)
article-heading: ΤΩΝ ΟΜΟΓΕΝΩΝ ΤΟΥ ΠΟΡΤ-ΣΑΪΔ (114, 1501, 348, 1515)
table-row: Τουρκίας 31.30 (114, 544, 348, 557)
article-text: Εἰς τὴν Εἰσαγγελίαν κατήγγειλαν χθὲς δύο ἀμπελουργοὶ ὅτι προχθὲς τὴν νύκτα ἀγνώστου ταυτότητος ἐπιθετικὸς ἐφόνευσε μὲ πλεονεκτικὰ ὅπλα δύο κατοίκους. (364, 1791, 604, 1873)
masthead-rule (110, 140, 1500, 143)
ad-heading: ΧΡ. ΨΤΑΛΑ (673, 1498, 800, 1520)
article-heading: ΤΗΣ ΣΤΑΦΙΔΙΚΗΣ (128, 1089, 334, 1111)
ad-text: Θεραπεύονται ἀσφαλῶς διὰ τῆς Ὁμοιοπαθητικῆς καὶ Ἠλεκτροομοιοπαθητικῆς Ἰατρικῆς συστήματος Ματτέϊ, ἐν τῷ αἰῶνι τῶν ἐπιστημονικῶν ἐφευρέσεων, ὅλα τὰ νοσήματα τῆς ῥινὸς, τοῦ στομάχου, τοῦ λάρυγγος, τῶν πνευμόνων, τῶν νεφρῶν, τοῦ ἥπατος, τῆς καρδίας, τῶν νεύρων καὶ πάντα τὰ χρόνια νοσήματα. (617, 1227, 856, 1394)
table-row: Μεταλλουργεῖον Λαυρίου 78.— (114, 380, 348, 393)
table-row: Τραπεζῆς Ἀθηνῶν 146.50 (114, 258, 348, 271)
column-divider (862, 144, 863, 2074)
table-row: Ἐπὶ Ἀγγλίας 3482.50 (114, 599, 348, 612)
divider (1120, 440, 1360, 443)
article-heading: ΤΟ ΤΑΜΕΙΟΝ ΤΗΣ ΑΜΥΝΗΣ (372, 1483, 596, 1499)
article-text: ἐπέστρεψεν ἐκ Καλαμῶν ἀνάψ. Μετοικήσασα εἰς τὴν ὁδὸν Φιλελλήνων ἀριθ. 17. (869, 693, 1107, 741)
